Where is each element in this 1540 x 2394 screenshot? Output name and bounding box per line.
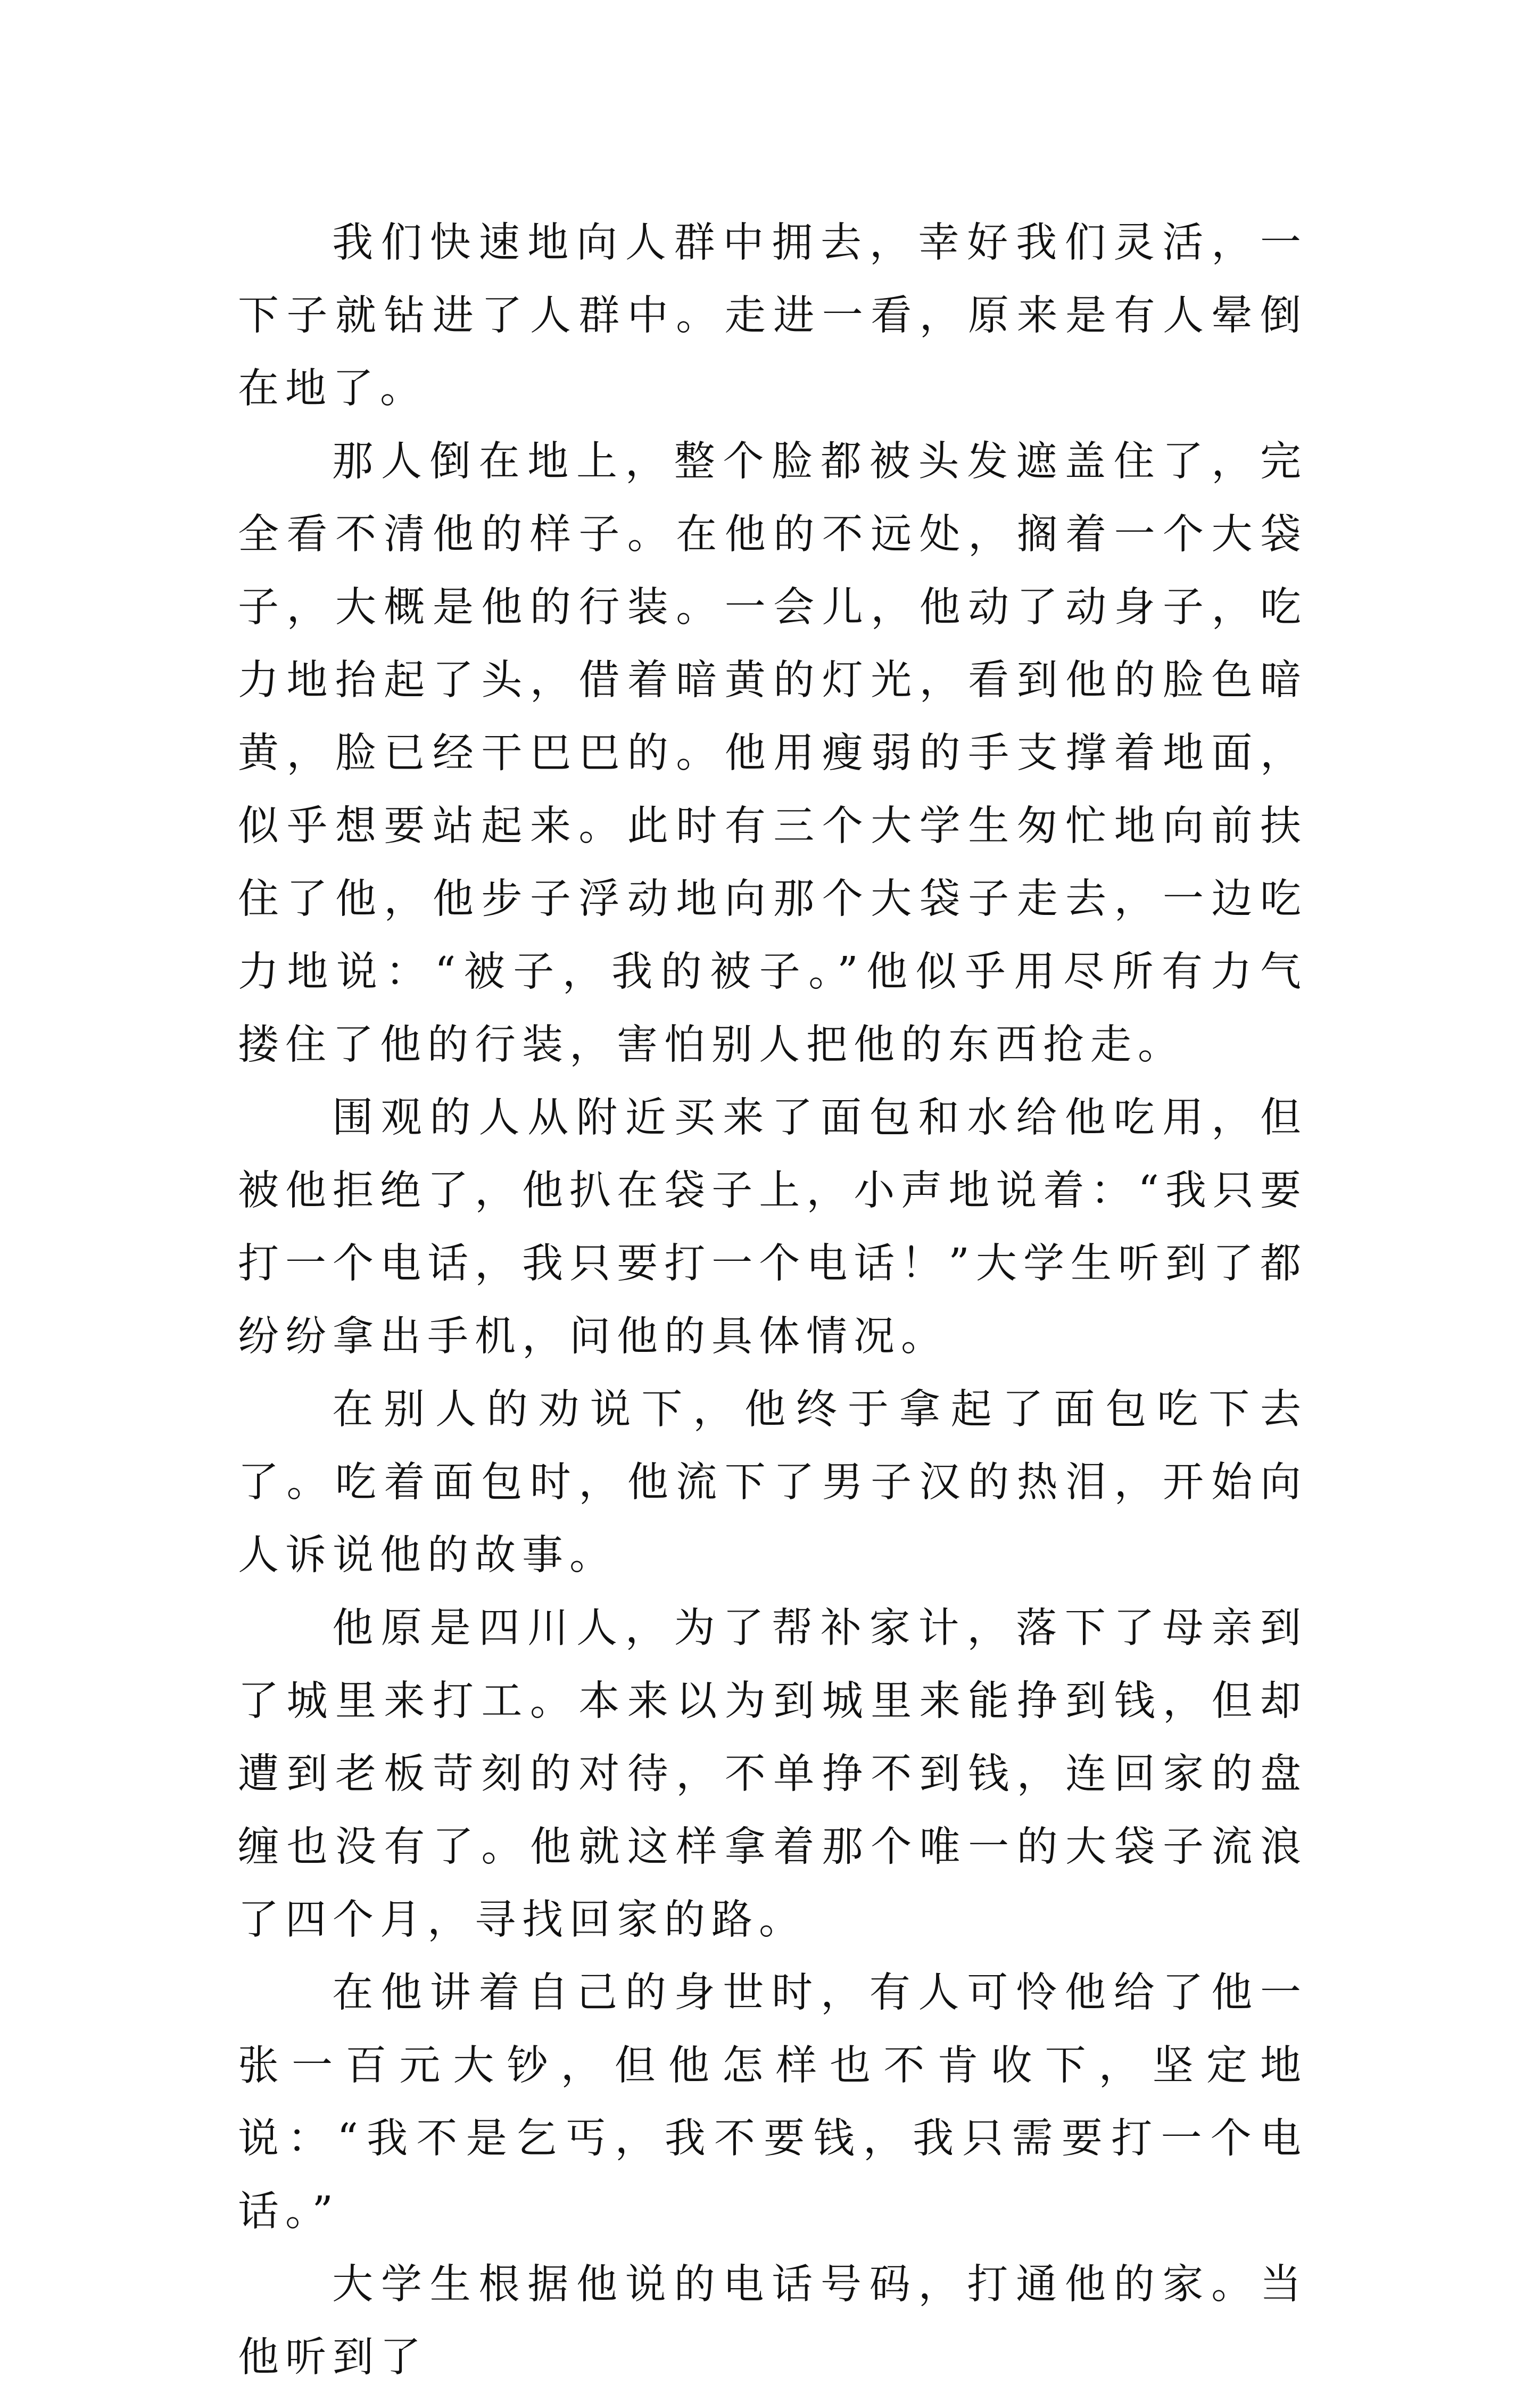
body-text	[238, 207, 1307, 2394]
paragraph: 在他讲着自己的身世时，有人可怜他给了他一张一百元大钞，但他怎样也不肯收下，坚定地说：“我不是乞丐，我不要钱，我只需要打一个电话。”	[238, 1969, 1307, 2235]
paragraph: 大学生根据他说的电话号码，打通他的家。当他听到了	[238, 2261, 1307, 2381]
paragraph: 围观的人从附近买来了面包和水给他吃用，但被他拒绝了，他扒在袋子上，小声地说着：“我只要打一个电话，我只要打一个电话！”大学生听到了都纷纷拿出手机，问他的具体情况。	[238, 1094, 1307, 1360]
paragraph: 他原是四川人，为了帮补家计，落下了母亲到了城里来打工。本来以为到城里来能挣到钱，但却遭到老板苛刻的对待，不单挣不到钱，连回家的盘缠也没有了。他就这样拿着那个唯一的大袋子流浪了四个月，寻找回家的路。	[238, 1605, 1307, 1944]
paragraph: 我们快速地向人群中拥去，幸好我们灵活，一下子就钻进了人群中。走进一看，原来是有人晕倒在地了。	[238, 219, 1307, 412]
paragraph: 在别人的劝说下，他终于拿起了面包吃下去了。吃着面包时，他流下了男子汉的热泪，开始向人诉说他的故事。	[238, 1386, 1307, 1579]
paragraph: 那人倒在地上，整个脸都被头发遮盖住了，完全看不清他的样子。在他的不远处，搁着一个大袋子，大概是他的行装。一会儿，他动了动身子，吃力地抬起了头，借着暗黄的灯光，看到他的脸色暗黄，脸已经干巴巴的。他用瘦弱的手支撑着地面，似乎想要站起来。此时有三个大学生匆忙地向前扶住了他，他步子浮动地向那个大袋子走去，一边吃力地说：“被子，我的被子。”他似乎用尽所有力气搂住了他的行装，害怕别人把他的东西抢走。	[238, 438, 1307, 1069]
